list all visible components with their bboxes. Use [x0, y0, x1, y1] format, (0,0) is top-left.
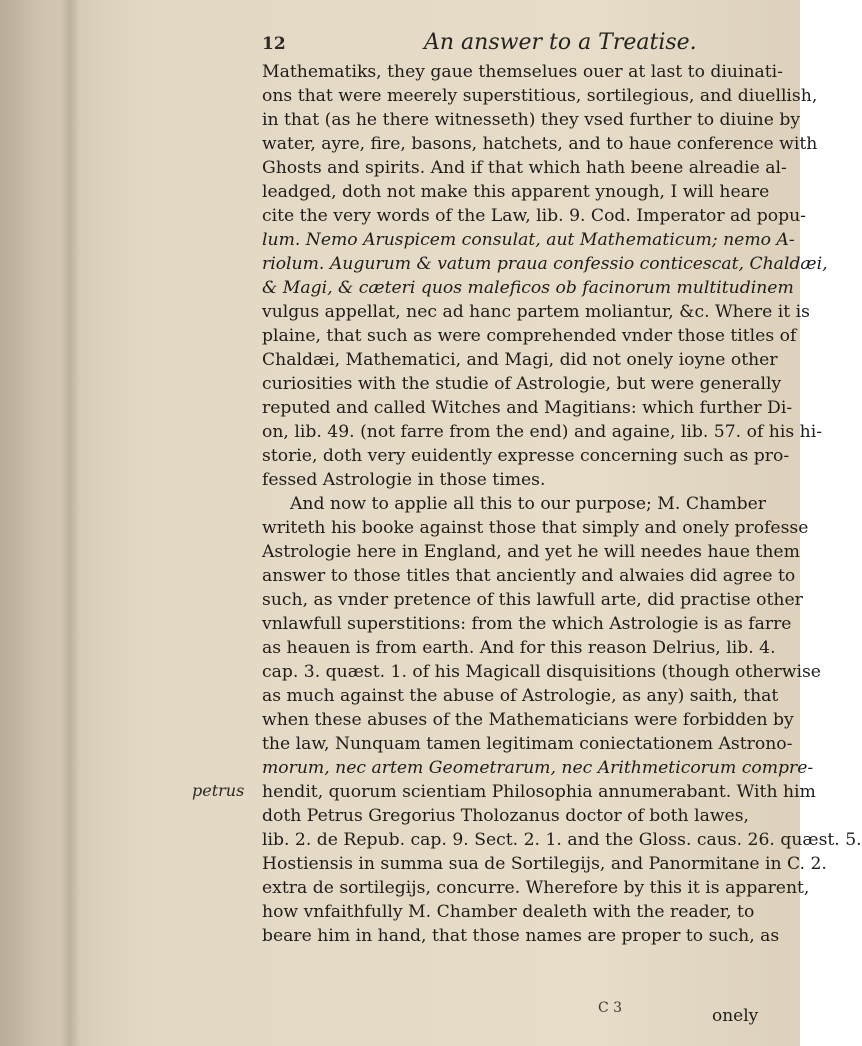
text-line: extra de sortilegijs, concurre. Wherefore by this it is apparent, [262, 878, 810, 898]
text-line: cite the very words of the Law, lib. 9. Cod. Imperator ad popu- [262, 206, 806, 226]
text-line: Astrologie here in England, and yet he will needes haue them [262, 542, 800, 562]
text-line: Chaldæi, Mathematici, and Magi, did not onely ioyne other [262, 350, 778, 370]
text-line: beare him in hand, that those names are proper to such, as [262, 926, 780, 946]
text-line: lum. Nemo Aruspicem consulat, aut Mathematicum; nemo A- [262, 230, 795, 250]
text-line: such, as vnder pretence of this lawfull arte, did practise other [262, 590, 803, 610]
text-line: how vnfaithfully M. Chamber dealeth with the reader, to [262, 902, 755, 922]
page-number: 12 [262, 34, 286, 54]
text-line: plaine, that such as were comprehended vnder those titles of [262, 326, 797, 346]
text-line: vnlawfull superstitions: from the which Astrologie is as farre [262, 614, 792, 634]
gutter-stain [60, 0, 80, 1046]
text-line: answer to those titles that anciently and alwaies did agree to [262, 566, 796, 586]
text-line: on, lib. 49. (not farre from the end) and againe, lib. 57. of his hi- [262, 422, 823, 442]
text-line: leadged, doth not make this apparent ynough, I will heare [262, 182, 770, 202]
text-line: fessed Astrologie in those times. [262, 470, 546, 490]
text-line: ons that were meerely superstitious, sortilegious, and diuellish, [262, 86, 818, 106]
text-line: reputed and called Witches and Magitians: which further Di- [262, 398, 793, 418]
text-line: cap. 3. quæst. 1. of his Magicall disquisitions (though otherwise [262, 662, 821, 682]
text-line: riolum. Augurum & vatum praua confessio conticescat, Chaldæi, [262, 254, 828, 274]
text-line: morum, nec artem Geometrarum, nec Arithmeticorum compre- [262, 758, 814, 778]
text-line: Ghosts and spirits. And if that which hath beene alreadie al- [262, 158, 787, 178]
text-line: doth Petrus Gregorius Tholozanus doctor of both lawes, [262, 806, 749, 826]
text-line: as heauen is from earth. And for this reason Delrius, lib. 4. [262, 638, 776, 658]
text-line: water, ayre, fire, basons, hatchets, and to haue conference with [262, 134, 818, 154]
catchword: onely [712, 1006, 759, 1026]
body-text [262, 60, 862, 948]
text-line: in that (as he there witnesseth) they vsed further to diuine by [262, 110, 801, 130]
text-line: curiosities with the studie of Astrologie, but were generally [262, 374, 782, 394]
text-line: writeth his booke against those that simply and onely professe [262, 518, 809, 538]
page-gutter [0, 0, 150, 1046]
text-line: And now to applie all this to our purpose; M. Chamber [290, 494, 766, 514]
text-line: as much against the abuse of Astrologie, as any) saith, that [262, 686, 779, 706]
text-line: lib. 2. de Repub. cap. 9. Sect. 2. 1. and the Gloss. caus. 26. quæst. 5. [262, 830, 862, 850]
running-head: An answer to a Treatise. [424, 30, 697, 55]
text-line: hendit, quorum scientiam Philosophia annumerabant. With him [262, 782, 816, 802]
margin-note: petrus [192, 781, 245, 800]
text-line: Mathematiks, they gaue themselues ouer at last to diuinati- [262, 62, 783, 82]
page-header [262, 30, 762, 60]
text-line: storie, doth very euidently expresse concerning such as pro- [262, 446, 790, 466]
text-line: vulgus appellat, nec ad hanc partem moliantur, &c. Where it is [262, 302, 810, 322]
text-line: the law, Nunquam tamen legitimam coniectationem Astrono- [262, 734, 793, 754]
text-line: Hostiensis in summa sua de Sortilegijs, and Panormitane in C. 2. [262, 854, 827, 874]
signature-mark: C 3 [598, 1000, 623, 1016]
text-line: & Magi, & cæteri quos maleficos ob facinorum multitudinem [262, 278, 794, 298]
text-line: when these abuses of the Mathematicians were forbidden by [262, 710, 794, 730]
